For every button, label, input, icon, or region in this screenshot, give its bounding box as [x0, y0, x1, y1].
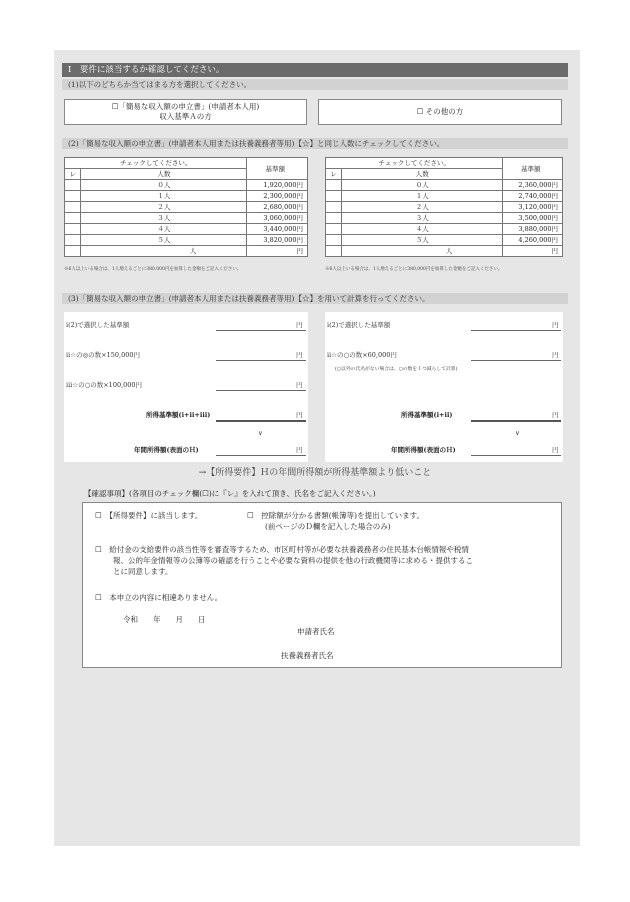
- annual-income-input[interactable]: [216, 455, 306, 456]
- option-b-label: ☐ その他の方: [416, 107, 464, 116]
- check-cell[interactable]: [326, 213, 342, 224]
- amount-header: 基準額: [503, 158, 563, 180]
- amount-cell: 3,120,000円: [503, 202, 563, 213]
- check-header: チェックしてください。: [326, 158, 503, 169]
- yen-label: 円: [552, 321, 559, 329]
- table-row: [65, 246, 308, 257]
- table-row: [65, 224, 308, 235]
- yen-label: 円: [296, 446, 303, 454]
- calc-note: (○以外の氏名がない場合は、○の数を１つ減らして計算): [335, 367, 458, 372]
- amount-cell: 1,920,000円: [247, 180, 308, 191]
- check-cell[interactable]: [65, 224, 81, 235]
- check-col-header: レ: [65, 169, 81, 180]
- people-cell: １人: [81, 191, 247, 202]
- deduction-docs-note: (前ページのＤ欄を記入した場合のみ): [265, 522, 391, 531]
- check-cell[interactable]: [65, 180, 81, 191]
- income-standard-label: 所得基準額(ⅰ+ⅱ+ⅲ): [146, 411, 211, 419]
- question-1: (1)以下のどちらか当てはまる方を選択してください。: [62, 79, 568, 90]
- calc-input-2[interactable]: [471, 360, 561, 361]
- yen-label: 円: [296, 321, 303, 329]
- calc-box-right: [325, 312, 563, 462]
- people-cell: ３人: [81, 213, 247, 224]
- guardian-name-label: 扶養義務者氏名: [281, 651, 334, 660]
- amount-cell: 3,440,000円: [247, 224, 308, 235]
- yen-label: 円: [552, 411, 559, 419]
- amount-cell: 3,820,000円: [247, 235, 308, 246]
- table-row: [326, 235, 563, 246]
- calc-input-1[interactable]: [216, 330, 306, 331]
- amount-cell[interactable]: 円: [247, 246, 308, 257]
- people-col-header: 人数: [342, 169, 503, 180]
- table-note-left: ※6人以上いる場合は、1人増えるごとに380,000円を加算した金額をご記入ください。: [64, 267, 242, 272]
- amount-cell: 4,260,000円: [503, 235, 563, 246]
- yen-label: 円: [296, 351, 303, 359]
- consent-text-line2: 報、公的年金情報等の公簿等の確認を行うことや必要な資料の提供を他の行政機関等に求める・提供するこ: [113, 556, 473, 565]
- guardian-name-input[interactable]: [347, 661, 537, 662]
- check-cell[interactable]: [326, 246, 342, 257]
- table-row: [65, 180, 308, 191]
- standard-amount-table-left: [64, 157, 308, 257]
- check-cell[interactable]: [326, 202, 342, 213]
- calc-line-1-label: ⅰ(2)で選択した基準額: [66, 321, 130, 329]
- income-standard-input[interactable]: [471, 420, 561, 422]
- table-row: [65, 235, 308, 246]
- yen-label: 円: [552, 351, 559, 359]
- section-heading: Ⅰ 要件に該当するか確認してください。: [62, 63, 568, 77]
- people-cell: ３人: [342, 213, 503, 224]
- table-row: [65, 213, 308, 224]
- date-field[interactable]: 令和 年 月 日: [123, 615, 206, 624]
- yen-label: 円: [296, 381, 303, 389]
- people-cell: ５人: [81, 235, 247, 246]
- people-cell: １人: [342, 191, 503, 202]
- applicant-name-input[interactable]: [347, 637, 537, 638]
- people-col-header: 人数: [81, 169, 247, 180]
- amount-cell: 2,740,000円: [503, 191, 563, 202]
- table-note-right: ※6人以上いる場合は、1人増えるごとに380,000円を加算した金額をご記入ください。: [325, 267, 503, 272]
- people-cell: ４人: [342, 224, 503, 235]
- amount-cell: 3,880,000円: [503, 224, 563, 235]
- table-row: [326, 246, 563, 257]
- amount-cell: 3,500,000円: [503, 213, 563, 224]
- option-a-line2: 収入基準Ａの方: [159, 112, 212, 121]
- check-cell[interactable]: [65, 246, 81, 257]
- table-row: [326, 191, 563, 202]
- check-cell[interactable]: [326, 224, 342, 235]
- check-col-header: レ: [326, 169, 342, 180]
- calc-line-2-label: ⅱ☆の○の数×60,000円: [327, 351, 397, 359]
- amount-cell: 2,680,000円: [247, 202, 308, 213]
- calc-input-1[interactable]: [471, 330, 561, 331]
- income-requirement-text: →【所得要件】Ｈの年間所得額が所得基準額より低いこと: [198, 468, 432, 478]
- consent-checkbox[interactable]: ☐ 給付金の支給要件の該当性等を審査等するため、市区町村等が必要な扶養義務者の住民基本台帳情報や税情: [95, 545, 469, 554]
- income-requirement-checkbox[interactable]: ☐ 【所得要件】に該当します。: [95, 511, 203, 520]
- people-cell: ２人: [81, 202, 247, 213]
- table-row: [65, 191, 308, 202]
- amount-cell: 2,360,000円: [503, 180, 563, 191]
- people-cell: ５人: [342, 235, 503, 246]
- consent-text-line3: とに同意します。: [113, 567, 173, 576]
- annual-income-label: 年間所得額(表面のＨ): [134, 446, 199, 454]
- table-row: [326, 213, 563, 224]
- check-cell[interactable]: [65, 213, 81, 224]
- table-row: [326, 180, 563, 191]
- calc-line-1-label: ⅰ(2)で選択した基準額: [327, 321, 391, 329]
- option-a-line1: ☐「簡易な収入額の申立書」(申請者本人用): [111, 102, 260, 111]
- section-3-heading: (3)「簡易な収入額の申立書」(申請者本人用または扶養義務者等用)【☆】を用いて計算を行ってください。: [62, 293, 568, 304]
- check-cell[interactable]: [65, 202, 81, 213]
- option-a-box[interactable]: [64, 99, 307, 125]
- people-cell[interactable]: 人: [342, 246, 503, 257]
- option-b-box[interactable]: [318, 99, 562, 125]
- check-header: チェックしてください。: [65, 158, 247, 169]
- section-2-heading: (2)「簡易な収入額の申立書」(申請者本人用または扶養義務者等用)【☆】と同じ人数にチェックしてください。: [62, 138, 568, 149]
- yen-label: 円: [296, 411, 303, 419]
- check-cell[interactable]: [326, 191, 342, 202]
- confirmation-box: [82, 502, 562, 668]
- people-cell: ０人: [342, 180, 503, 191]
- calc-input-2[interactable]: [216, 360, 306, 361]
- less-than-sign: ∨: [515, 429, 520, 437]
- calc-box-left: [64, 312, 308, 462]
- standard-amount-table-right: [325, 157, 563, 257]
- people-cell: ２人: [342, 202, 503, 213]
- yen-label: 円: [552, 446, 559, 454]
- check-cell[interactable]: [326, 180, 342, 191]
- amount-cell: 2,300,000円: [247, 191, 308, 202]
- amount-cell: 3,060,000円: [247, 213, 308, 224]
- applicant-name-label: 申請者氏名: [297, 627, 335, 636]
- people-cell: ４人: [81, 224, 247, 235]
- table-row: [326, 224, 563, 235]
- calc-input-3[interactable]: [216, 390, 306, 391]
- less-than-sign: ∨: [258, 429, 263, 437]
- people-cell: ０人: [81, 180, 247, 191]
- people-cell[interactable]: 人: [81, 246, 247, 257]
- check-cell[interactable]: [326, 235, 342, 246]
- amount-cell[interactable]: 円: [503, 246, 563, 257]
- table-row: [65, 202, 308, 213]
- annual-income-input[interactable]: [471, 455, 561, 456]
- check-cell[interactable]: [65, 191, 81, 202]
- check-cell[interactable]: [65, 235, 81, 246]
- income-standard-label: 所得基準額(ⅰ+ⅱ): [401, 411, 453, 419]
- declaration-checkbox[interactable]: ☐ 本申立の内容に相違ありません。: [95, 593, 223, 602]
- deduction-docs-checkbox[interactable]: ☐ 控除額が分かる書類(帳簿等)を提出しています。: [247, 511, 424, 520]
- income-standard-input[interactable]: [216, 420, 306, 422]
- amount-header: 基準額: [247, 158, 308, 180]
- calc-line-2-label: ⅱ☆の◎の数×150,000円: [66, 351, 140, 359]
- confirmation-heading: 【確認事項】(各項目のチェック欄(☐)に『レ』を入れて頂き、氏名をご記入ください。): [84, 489, 376, 498]
- table-row: [326, 202, 563, 213]
- calc-line-3-label: ⅲ☆の○の数×100,000円: [66, 381, 143, 389]
- annual-income-label: 年間所得額(表面のＨ): [391, 446, 456, 454]
